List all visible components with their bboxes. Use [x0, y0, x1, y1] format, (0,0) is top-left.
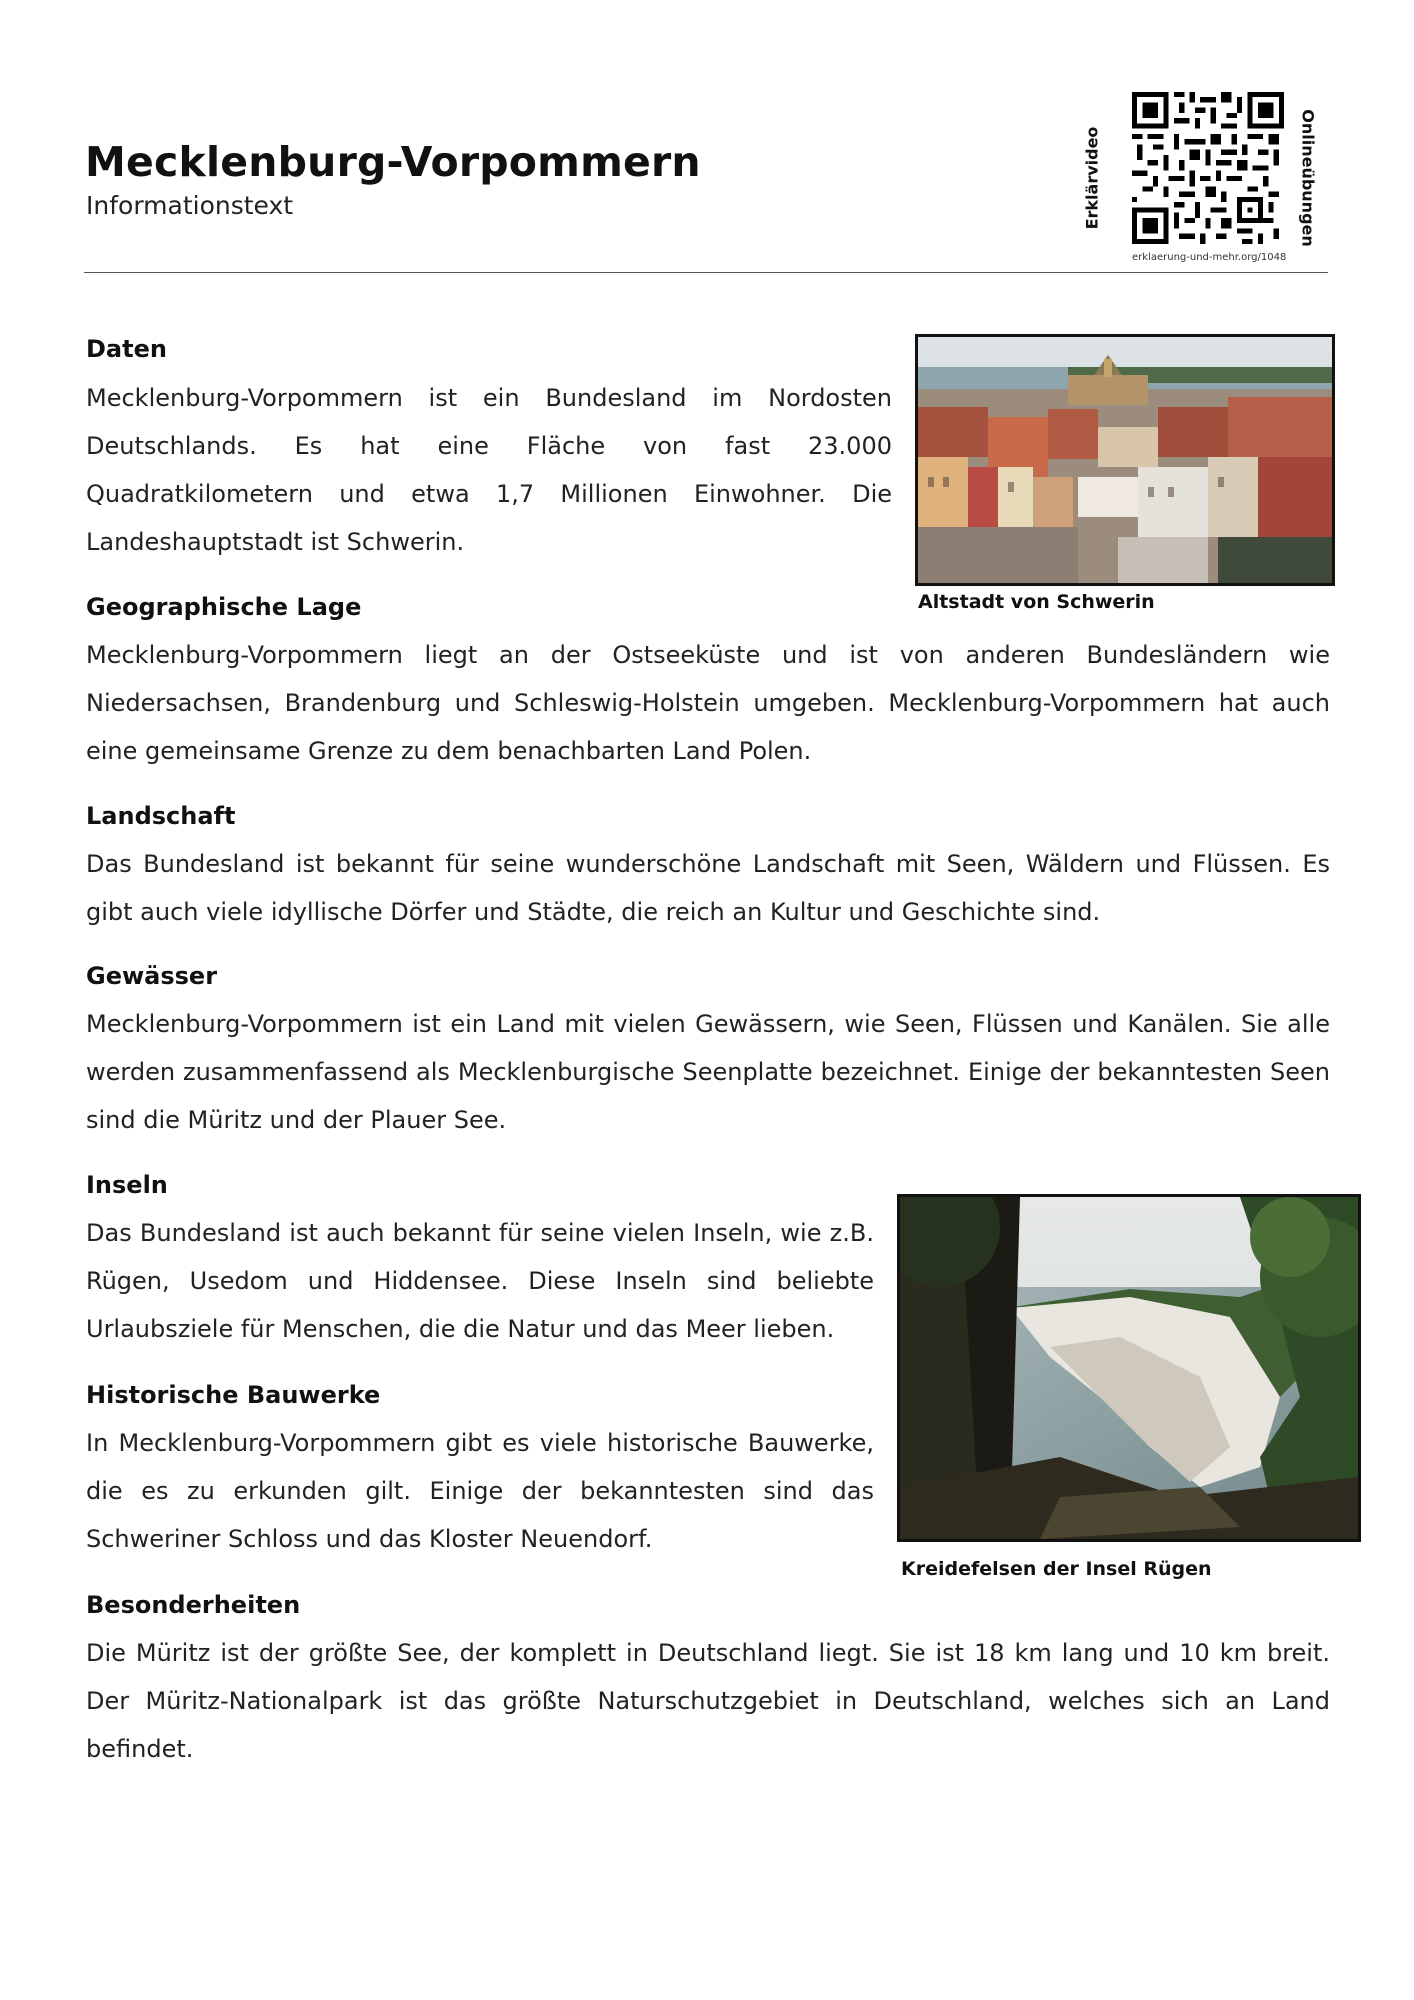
section-heading-geographische-lage: Geographische Lage: [86, 593, 362, 621]
section-text-historische-bauwerke: In Mecklenburg-Vorpommern gibt es viele historische Bauwerke, die es zu erkunden gilt. Einige der bekanntesten sind das Schweriner Schloss und das Kloster Neuendorf.: [86, 1429, 874, 1553]
section-text-gewaesser: Mecklenburg-Vorpommern ist ein Land mit vielen Gewässern, wie Seen, Flüssen und Kanälen. Sie alle werden zusammenfassend als Mecklenburgische Seenplatte bezeichnet. Einige der bekanntesten Seen sind die Müritz und der Plauer See.: [86, 1010, 1330, 1134]
section-heading-inseln: Inseln: [86, 1171, 168, 1199]
page-title: Mecklenburg-Vorpommern: [85, 138, 701, 186]
section-text-daten: Mecklenburg-Vorpommern ist ein Bundesland im Nordosten Deutschlands. Es hat eine Fläche von fast 23.000 Quadratkilometern und etwa 1,7 Millionen Einwohner. Die Landeshauptstadt ist Schwerin.: [86, 384, 892, 556]
page-subtitle: Informationstext: [86, 191, 294, 220]
figure-caption-ruegen: Kreidefelsen der Insel Rügen: [901, 1558, 1212, 1580]
section-text-besonderheiten: Die Müritz ist der größte See, der komplett in Deutschland liegt. Sie ist 18 km lang und 10 km breit. Der Müritz-Nationalpark ist das größte Naturschutzgebiet in Deutschland, welches sich an Land befindet.: [86, 1639, 1330, 1763]
section-heading-gewaesser: Gewässer: [86, 962, 218, 990]
section-heading-besonderheiten: Besonderheiten: [86, 1591, 301, 1619]
section-text-inseln: Das Bundesland ist auch bekannt für seine vielen Inseln, wie z.B. Rügen, Usedom und Hiddensee. Diese Inseln sind beliebte Urlaubsziele für Menschen, die die Natur und das Meer lieben.: [86, 1219, 874, 1343]
qr-url[interactable]: erklaerung-und-mehr.org/1048: [1132, 252, 1287, 263]
qr-right-label: Onlineübungen: [1298, 109, 1318, 247]
photo-ruegen-chalk-cliffs: [897, 1194, 1361, 1542]
header-divider: [84, 272, 1328, 273]
section-text-geographische-lage: Mecklenburg-Vorpommern liegt an der Ostseeküste und ist von anderen Bundesländern wie Niedersachsen, Brandenburg und Schleswig-Holstein umgeben. Mecklenburg-Vorpommern hat auch eine gemeinsame Grenze zu dem benachbarten Land Polen.: [86, 641, 1330, 765]
qr-left-label: Erklärvideo: [1082, 126, 1102, 230]
section-heading-daten: Daten: [86, 335, 167, 363]
photo-schwerin-old-town: [915, 334, 1335, 586]
section-heading-landschaft: Landschaft: [86, 802, 236, 830]
section-heading-historische-bauwerke: Historische Bauwerke: [86, 1381, 381, 1409]
section-text-landschaft: Das Bundesland ist bekannt für seine wunderschöne Landschaft mit Seen, Wäldern und Flüssen. Es gibt auch viele idyllische Dörfer und Städte, die reich an Kultur und Geschichte sind.: [86, 850, 1330, 926]
figure-caption-schwerin: Altstadt von Schwerin: [918, 591, 1155, 613]
qr-code-icon[interactable]: [1132, 92, 1284, 244]
